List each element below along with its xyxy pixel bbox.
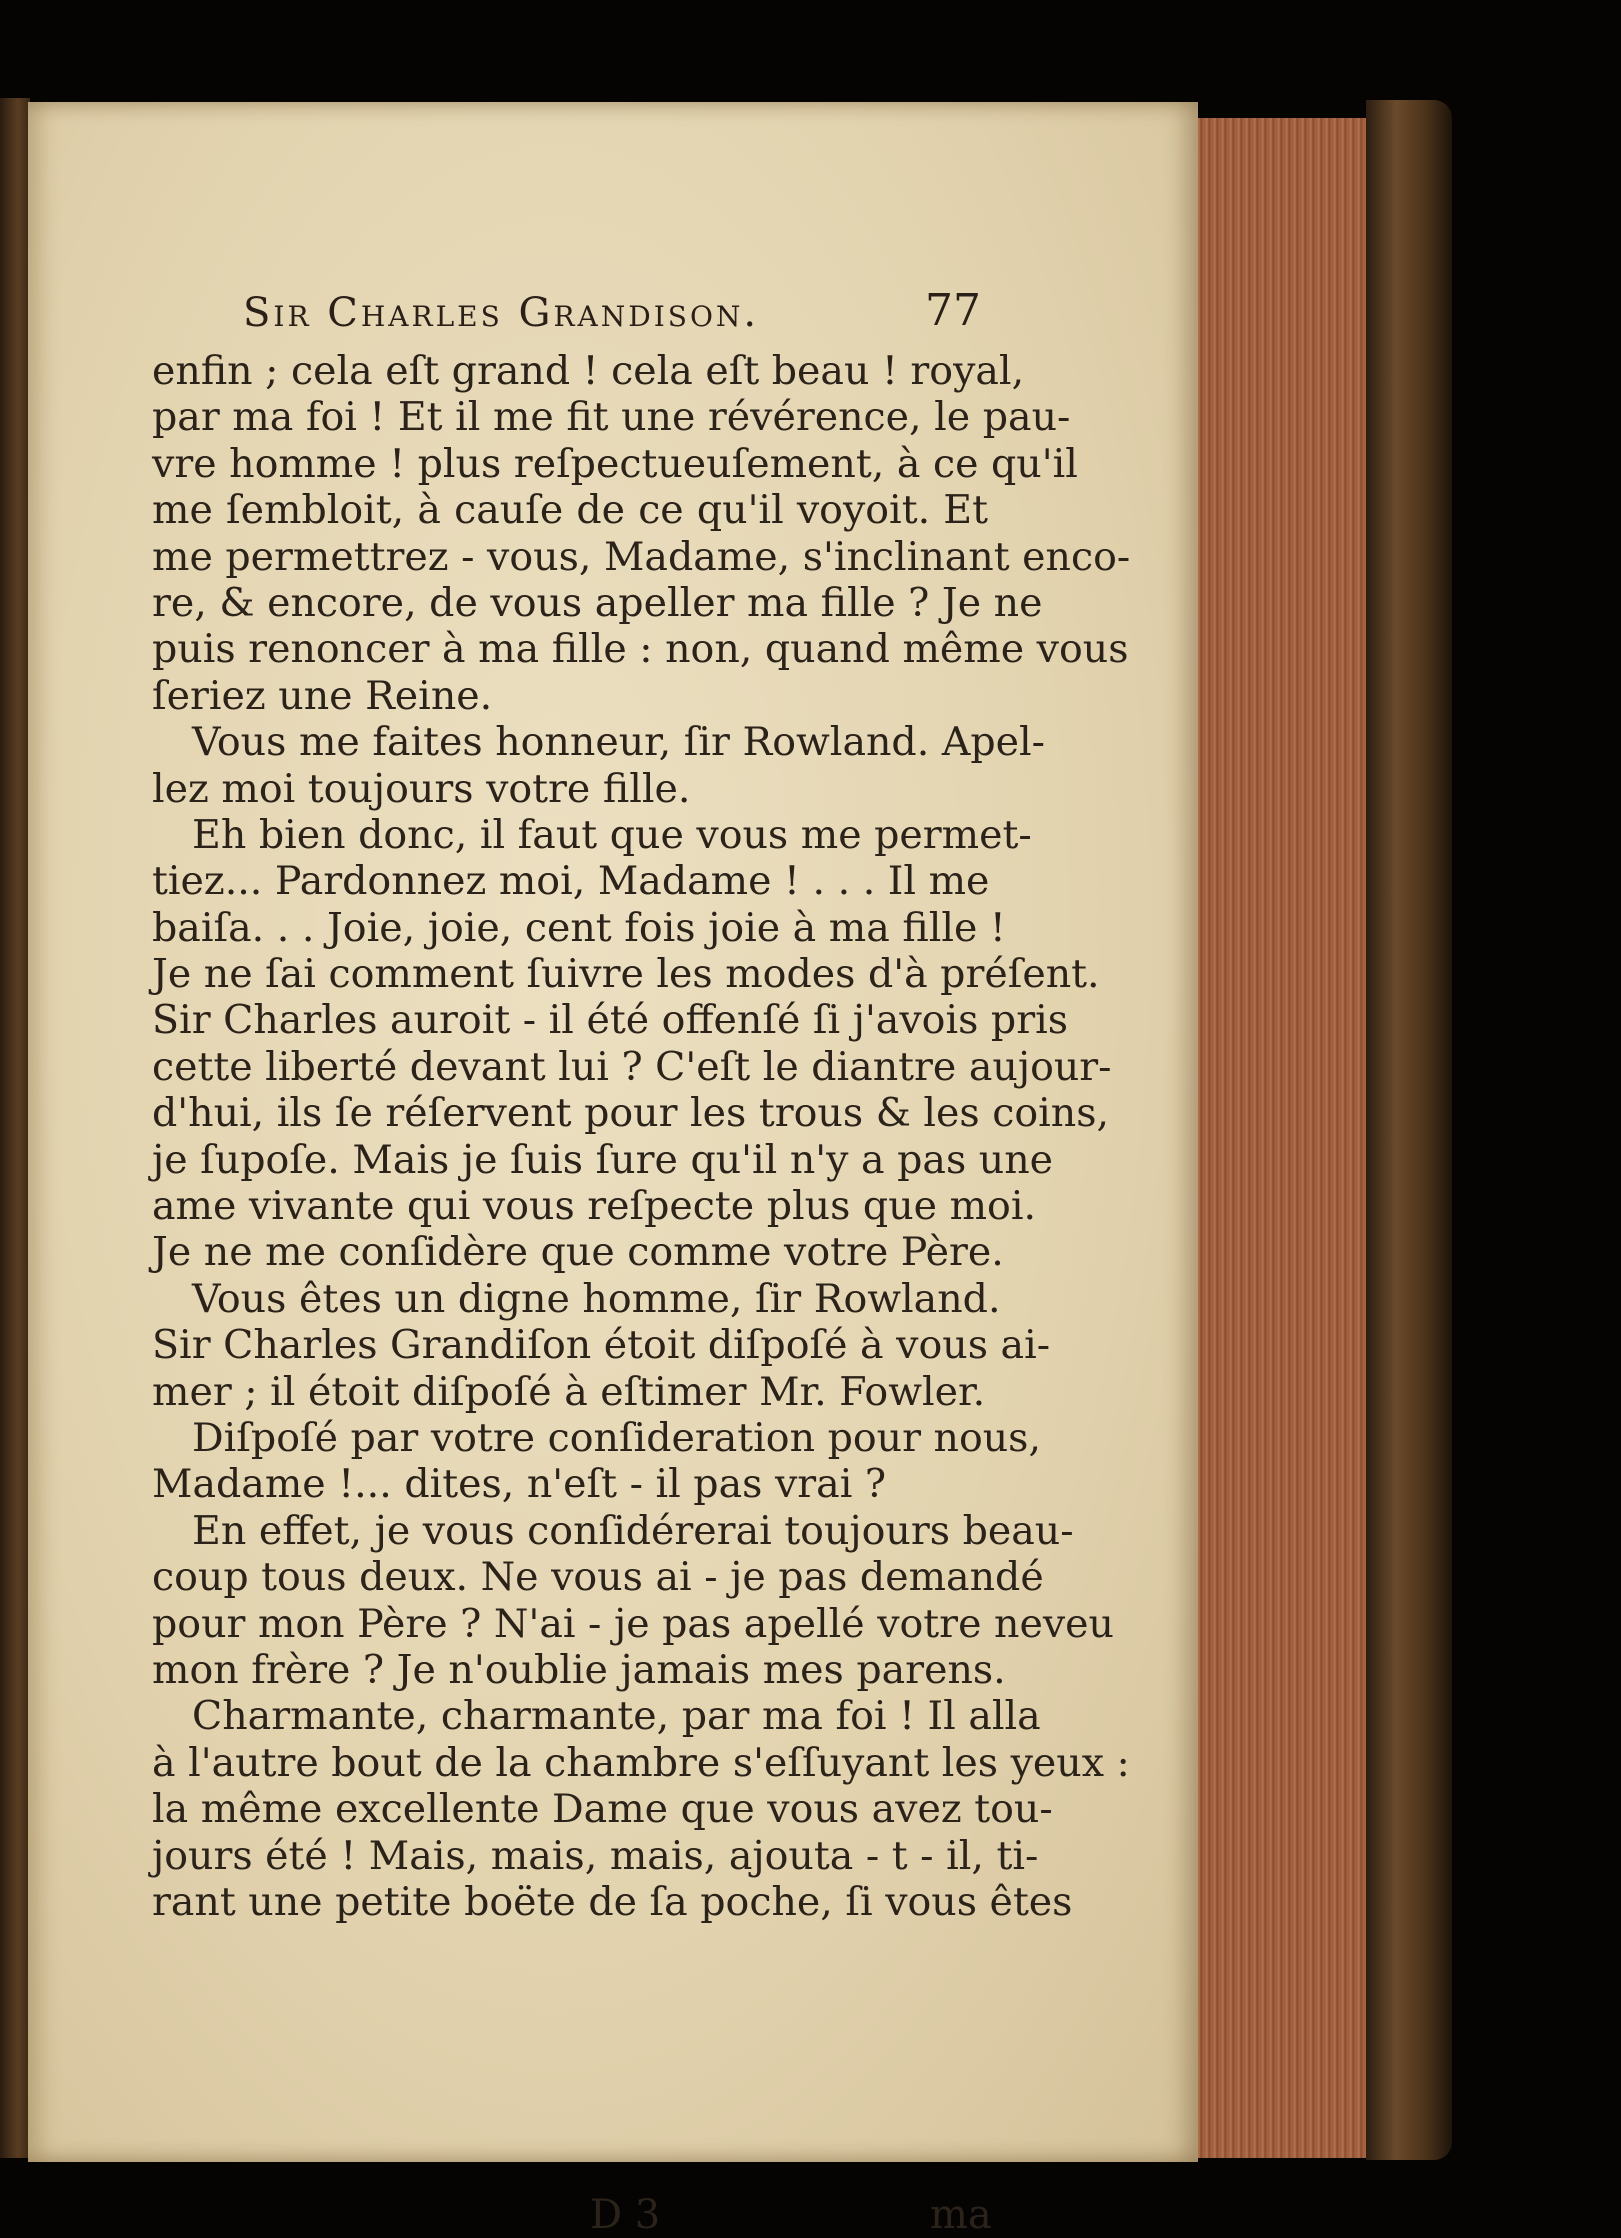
text-line: puis renoncer à ma fille : non, quand même vous xyxy=(152,626,1129,673)
text-line: mer ; il étoit diſpoſé à eſtimer Mr. Fowler. xyxy=(152,1368,986,1415)
text-line: lez moi toujours votre fille. xyxy=(152,765,691,812)
text-line: jours été ! Mais, mais, mais, ajouta - t - il, ti- xyxy=(152,1832,1039,1879)
text-line: Vous êtes un digne homme, ſir Rowland. xyxy=(192,1275,1001,1322)
text-line: rant une petite boëte de ſa poche, ſi vous êtes xyxy=(152,1878,1073,1925)
page-number: 77 xyxy=(925,285,981,336)
text-line: Sir Charles Grandiſon étoit diſpoſé à vous ai- xyxy=(152,1322,1051,1369)
text-line: baiſa. . . Joie, joie, cent fois joie à ma fille ! xyxy=(152,904,1006,951)
text-line: me permettrez - vous, Madame, s'inclinant enco- xyxy=(152,533,1131,580)
catchword: ma xyxy=(930,2192,992,2238)
text-line: cette liberté devant lui ? C'eſt le diantre aujour- xyxy=(152,1043,1112,1090)
text-line: par ma foi ! Et il me fit une révérence, le pau- xyxy=(152,394,1071,441)
right-cover xyxy=(1366,100,1452,2160)
text-line: pour mon Père ? N'ai - je pas apellé votre neveu xyxy=(152,1600,1114,1647)
text-line: coup tous deux. Ne vous ai - je pas demandé xyxy=(152,1554,1044,1601)
text-line: à l'autre bout de la chambre s'eſſuyant les yeux : xyxy=(152,1739,1130,1786)
text-line: vre homme ! plus reſpectueuſement, à ce qu'il xyxy=(152,440,1078,487)
text-line: me ſembloit, à cauſe de ce qu'il voyoit. Et xyxy=(152,487,988,534)
left-cover xyxy=(0,98,30,2158)
text-line: Diſpoſé par votre conſideration pour nous, xyxy=(192,1414,1041,1461)
page-edges xyxy=(1190,118,1376,2158)
signature-mark: D 3 xyxy=(590,2192,661,2238)
text-line: En effet, je vous conſidérerai toujours beau- xyxy=(192,1507,1074,1554)
text-line: mon frère ? Je n'oublie jamais mes parens. xyxy=(152,1646,1006,1693)
text-line: Madame !... dites, n'eſt - il pas vrai ? xyxy=(152,1461,887,1508)
text-line: Charmante, charmante, par ma foi ! Il alla xyxy=(192,1693,1041,1740)
text-line: Je ne me conſidère que comme votre Père. xyxy=(152,1229,1004,1276)
text-line: Eh bien donc, il faut que vous me permet- xyxy=(192,811,1032,858)
text-line: ame vivante qui vous reſpecte plus que moi. xyxy=(152,1183,1037,1230)
text-line: re, & encore, de vous apeller ma fille ? Je ne xyxy=(152,579,1043,626)
text-line: la même excellente Dame que vous avez tou- xyxy=(152,1786,1053,1833)
text-line: d'hui, ils ſe réſervent pour les trous & les coins, xyxy=(152,1090,1110,1137)
text-line: je ſupoſe. Mais je ſuis ſure qu'il n'y a pas une xyxy=(152,1136,1054,1183)
text-line: Je ne ſai comment ſuivre les modes d'à préſent. xyxy=(152,951,1100,998)
running-head: Sir Charles Grandison. xyxy=(243,290,760,336)
text-line: Sir Charles auroit - il été offenſé ſi j'avois pris xyxy=(152,997,1068,1044)
text-line: enfin ; cela eſt grand ! cela eſt beau ! royal, xyxy=(152,348,1025,394)
text-line: ſeriez une Reine. xyxy=(152,672,493,719)
body-text xyxy=(152,348,1131,1925)
text-line: Vous me faites honneur, ſir Rowland. Apel- xyxy=(192,719,1045,766)
text-line: tiez... Pardonnez moi, Madame ! . . . Il me xyxy=(152,858,990,905)
